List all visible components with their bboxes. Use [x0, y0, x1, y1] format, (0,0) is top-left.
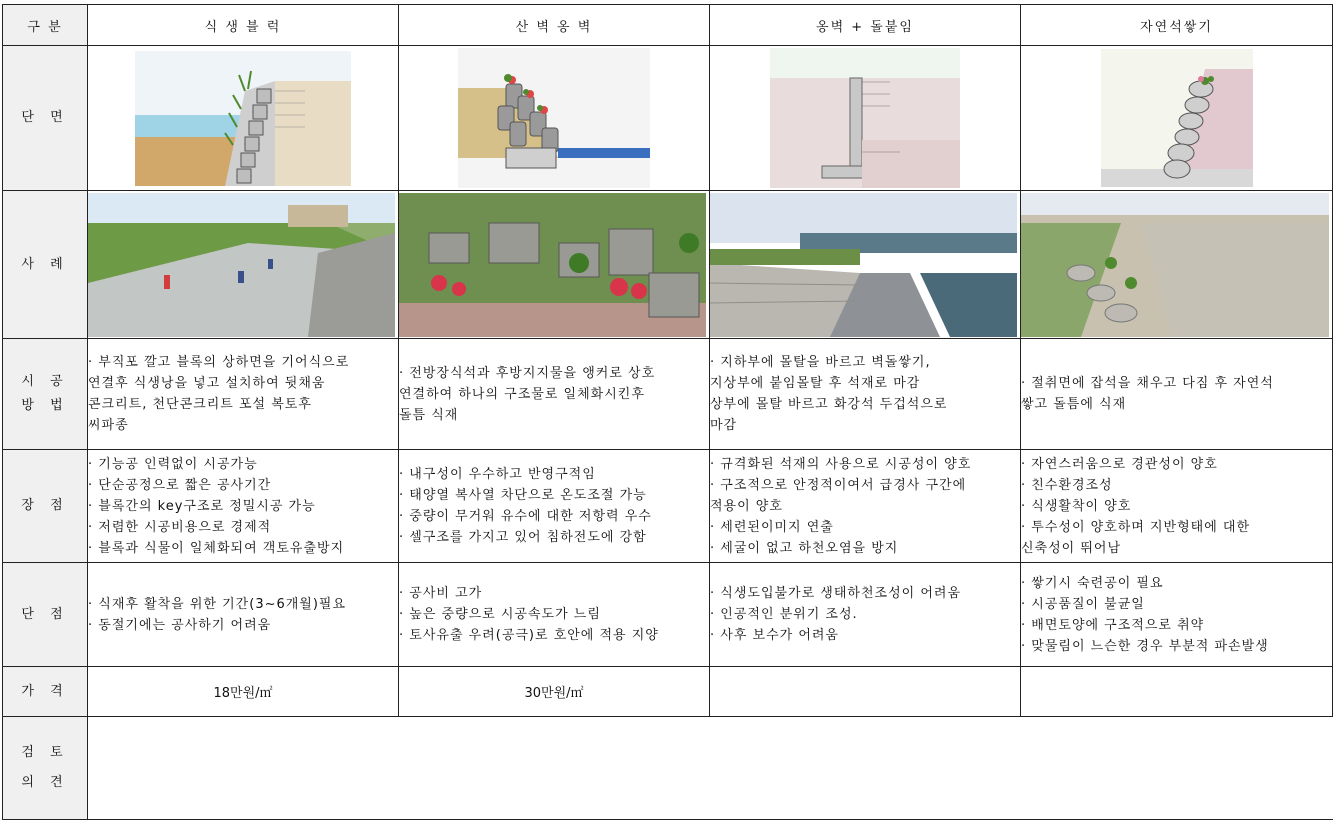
method-mountain-wall: · 전방장식석과 후방지지물을 앵커로 상호 연결하여 하나의 구조물로 일체화시킨후 돌틈 식재 [399, 339, 710, 450]
row-label-review-line1: 검 토 [21, 745, 69, 760]
price-natural-stone [1021, 667, 1333, 717]
header-natural-stone: 자연석쌓기 [1021, 5, 1333, 46]
header-mountain-retaining-wall: 산 벽 옹 벽 [399, 5, 710, 46]
cons-natural-stone: · 쌓기시 숙련공이 필요 · 시공품질이 불균일 · 배면토양에 구조적으로 취약 · 맞물림이 느슨한 경우 부분적 파손발생 [1021, 563, 1333, 667]
header-wall-stone-facing: 옹벽 + 돌붙임 [710, 5, 1021, 46]
cons-vegetation-block: · 식재후 활착을 위한 기간(3~6개월)필요 · 동절기에는 공사하기 어려움 [88, 563, 399, 667]
pros-mountain-wall: · 내구성이 우수하고 반영구적임 · 태양열 복사열 차단으로 온도조절 가능 · 중량이 무거워 유수에 대한 저항력 우수 · 셀구조를 가지고 있어 침하전도에 강함 [399, 450, 710, 563]
row-label-cons: 단 점 [3, 563, 88, 667]
pros-natural-stone: · 자연스러움으로 경관성이 양호 · 친수환경조성 · 식생활착이 양호 · 투수성이 양호하며 지반형태에 대한 신축성이 뛰어남 [1021, 450, 1333, 563]
row-label-price: 가 격 [3, 667, 88, 717]
pros-wall-stone: · 규격화된 석재의 사용으로 시공성이 양호 · 구조적으로 안정적이여서 급경사 구간에 적용이 양호 · 세련된이미지 연출 · 세굴이 없고 하천오염을 방지 [710, 450, 1021, 563]
pros-vegetation-block: · 기능공 인력없이 시공가능 · 단순공정으로 짧은 공사기간 · 블록간의 key구조로 정밀시공 가능 · 저렴한 시공비용으로 경제적 · 블록과 식물이 일체화되여 객토유출방지 [88, 450, 399, 563]
price-vegetation-block: 18만원/㎡ [88, 667, 399, 717]
price-row [3, 667, 1333, 717]
cons-row [3, 563, 1333, 667]
row-label-method [3, 339, 88, 450]
row-label-method-line1: 시 공 [21, 374, 69, 389]
pros-row [3, 450, 1333, 563]
comparison-table [2, 4, 1333, 820]
review-row [3, 717, 1333, 820]
section-drawing-mountain-wall [399, 46, 710, 191]
method-natural-stone: · 절취면에 잡석을 채우고 다짐 후 자연석 쌓고 돌틈에 식재 [1021, 339, 1333, 450]
header-category: 구 분 [3, 5, 88, 46]
row-label-review [3, 717, 88, 820]
section-drawing-vegetation-block [88, 46, 399, 191]
example-photo-wall-stone [710, 191, 1021, 339]
row-label-method-line2: 방 법 [21, 398, 69, 413]
row-label-pros: 장 점 [3, 450, 88, 563]
section-drawing-natural-stone [1021, 46, 1333, 191]
example-photo-mountain-wall [399, 191, 710, 339]
method-wall-stone: · 지하부에 몰탈을 바르고 벽돌쌓기, 지상부에 붙임몰탈 후 석재로 마감 상부에 몰탈 바르고 화강석 두겁석으로 마감 [710, 339, 1021, 450]
section-drawing-wall-stone [710, 46, 1021, 191]
example-photo-natural-stone [1021, 191, 1333, 339]
row-label-review-line2: 의 견 [21, 775, 69, 790]
row-label-section: 단 면 [3, 46, 88, 191]
header-vegetation-block: 식 생 블 럭 [88, 5, 399, 46]
price-mountain-wall: 30만원/㎡ [399, 667, 710, 717]
section-row [3, 46, 1333, 191]
cons-wall-stone: · 식생도입불가로 생태하천조성이 어려움 · 인공적인 분위기 조성. · 사후 보수가 어려움 [710, 563, 1021, 667]
example-row [3, 191, 1333, 339]
method-row [3, 339, 1333, 450]
example-photo-vegetation-block [88, 191, 399, 339]
cons-mountain-wall: · 공사비 고가 · 높은 중량으로 시공속도가 느림 · 토사유출 우려(공극)로 호안에 적용 지양 [399, 563, 710, 667]
review-opinion-cell[interactable] [88, 717, 1333, 820]
header-row [3, 5, 1333, 46]
price-wall-stone [710, 667, 1021, 717]
method-vegetation-block: · 부직포 깔고 블록의 상하면을 기어식으로 연결후 식생낭을 넣고 설치하여 뒷채움 콘크리트, 천단콘크리트 포설 복토후 씨파종 [88, 339, 399, 450]
row-label-example: 사 례 [3, 191, 88, 339]
